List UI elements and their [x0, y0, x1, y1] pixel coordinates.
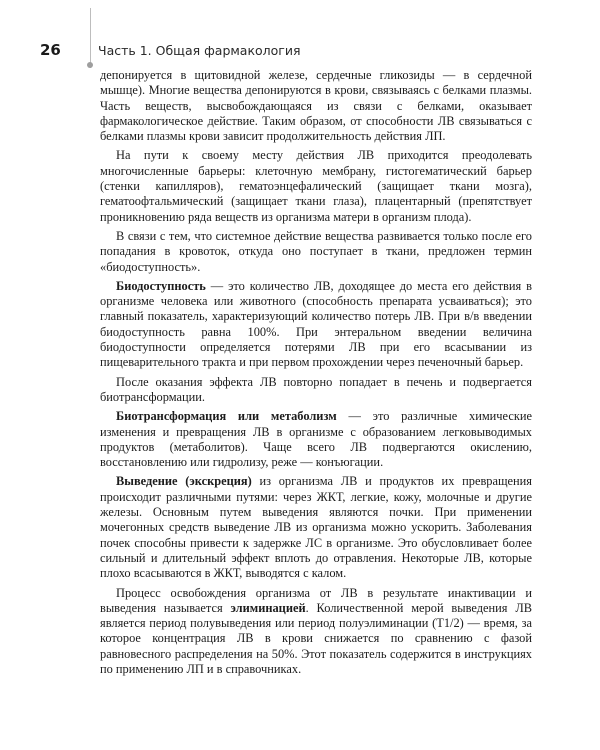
paragraph-biotransformation	[100, 409, 532, 470]
term-biotransformation: Биотрансформация или метаболизм	[116, 409, 337, 424]
term-excretion: Выведение (экскреция)	[116, 474, 252, 489]
paragraph-text: из организма ЛВ и продуктов их превращения происходит различными путями: через ЖКТ, легкие, кожу, молочные и другие железы. Основным путем выведения являются почки. При применении мочегонных средств выведение ЛВ из организма можно ускорить. Заболевания почек способны привести к задержке ЛС в организме. Это обусловливает более сильный и длительный эффект вплоть до отравления. Некоторые ЛВ, которые плохо всасываются в ЖКТ, выводятся с калом.	[100, 474, 533, 581]
page-header	[40, 40, 84, 60]
paragraph-excretion	[100, 474, 532, 581]
paragraph-3	[100, 229, 532, 275]
main-text	[100, 68, 532, 681]
paragraph-elimination	[100, 586, 532, 678]
paragraph-1	[100, 68, 532, 144]
paragraph-text: — это различные химические изменения и превращения ЛВ в организме с образованием легковыводимых продуктов (метаболитов). Чаще всего ЛВ подвергаются окислению, восстановлению или гидролизу, реже — конъюгации.	[100, 409, 532, 470]
header-dot-ornament	[87, 62, 93, 68]
paragraph-text: депонируется в щитовидной железе, сердечные гликозиды — в сердечной мышце). Многие вещества депонируются в крови, связываясь с белками плазмы. Часть веществ, высвобождающаяся из связи с белками, оказывает фармакологическое действие. Таким образом, от способности ЛВ связываться с белками плазмы крови зависит продолжительность действия ЛП.	[100, 68, 532, 144]
running-title: Часть 1. Общая фармакология	[98, 43, 301, 58]
paragraph-text: — это количество ЛВ, доходящее до места его действия в организме человека или животного (способность препарата усваиваться); это главный показатель, характеризующий количество потерь ЛВ. При в/в введении биодоступность равна 100%. При энтеральном введении величина биодоступности определяется потерями ЛВ при его всасывании из пищеварительного тракта и при первом прохождении через печеночный барьер.	[100, 278, 532, 370]
paragraph-text: . Количественной мерой выведения ЛВ является период полувыведения или период полуэлиминации (T1/2) — время, за которое концентрация ЛВ в крови снижается по сравнению с фазой равновесного распределения на 50%. Этот показатель содержится в инструкциях по применению ЛП и в справочниках.	[100, 600, 532, 676]
paragraph-5	[100, 375, 532, 406]
paragraph-text: В связи с тем, что системное действие вещества развивается только после его попадания в кровоток, откуда оно поступает в ткани, предложен термин «биодоступность».	[100, 228, 532, 274]
header-divider	[90, 8, 91, 68]
page-number: 26	[40, 41, 61, 59]
paragraph-2	[100, 148, 532, 224]
term-bioavailability: Биодоступность	[116, 278, 206, 293]
paragraph-text: На пути к своему месту действия ЛВ приходится преодолевать многочисленные барьеры: клеточную мембрану, гистогематический барьер (стенки капилляров), гематоэнцефалический (защищает ткани мозга), гематоофтальмический (защищает ткани глаза), плацентарный (препятствует проникновению ряда веществ из организма матери в организм плода).	[100, 148, 532, 224]
term-elimination: элиминацией	[230, 600, 306, 615]
paragraph-bioavailability	[100, 279, 532, 371]
paragraph-text: После оказания эффекта ЛВ повторно попадает в печень и подвергается биотрансформации.	[100, 374, 532, 404]
paragraph-text: Процесс освобождения организма от ЛВ в результате инактивации и выведения называется	[100, 585, 532, 615]
